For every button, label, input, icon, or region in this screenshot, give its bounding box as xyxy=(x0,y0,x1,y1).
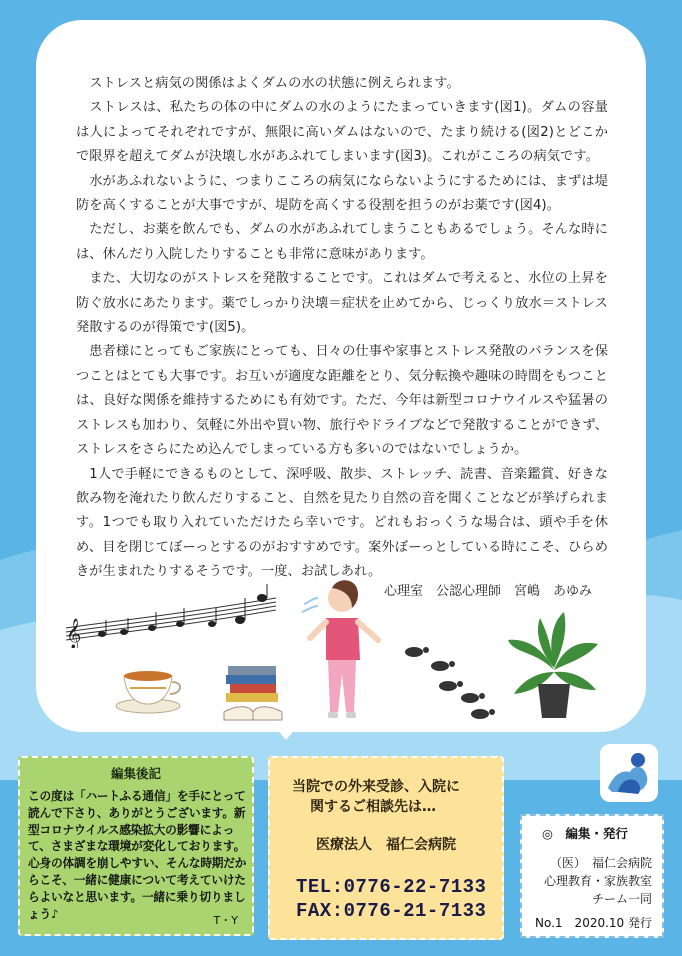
card-pointer xyxy=(276,728,296,740)
publisher-title: ◎ 編集・発行 xyxy=(542,826,628,841)
article-paragraph: 1人で手軽にできるものとして、深呼吸、散歩、ストレッチ、読書、音楽鑑賞、好きな飲み物を淹れたり飲んだりすること、自然を見たり自然の音を聞くことなどが挙げられます。1つでも取り入れていただけたら幸いです。どれもおっくうな場合は、頭や手を休め、目を閉じてぼーっとするのがおすすめです。案外ぼーっとしている時にこそ、ひらめきが生まれたりするそうです。一度、お試しあれ。 xyxy=(76,466,608,580)
woman-breathing-icon xyxy=(298,574,390,722)
footprints-icon xyxy=(400,640,500,720)
publisher-dept: 心理教育・家族教室 xyxy=(543,874,652,888)
svg-text:𝄞: 𝄞 xyxy=(66,619,82,648)
potted-plant-icon xyxy=(504,610,604,722)
author-credit: 心理室 公認心理師 宮嶋 あゆみ xyxy=(384,584,593,599)
hospital-logo-icon xyxy=(600,744,658,802)
article-paragraph: 水があふれないように、つまりこころの病気にならないようにするためには、まずは堤防を高くすることが大事ですが、堤防を高くする役割を担うのがお薬です(図4)。 xyxy=(76,173,608,214)
editor-note-title: 編集後記 xyxy=(110,766,161,781)
article-paragraph: ただし、お薬を飲んでも、ダムの水があふれてしまうこともあるでしょう。そんな時には、休んだり入院したりすることも非常に意味があります。 xyxy=(76,222,608,262)
article-paragraph: ストレスと病気の関係はよくダムの水の状態に例えられます。 xyxy=(89,76,460,91)
editor-note-box xyxy=(18,756,254,936)
issue-info: No.1 2020.10 発行 xyxy=(535,916,652,930)
contact-box xyxy=(268,756,504,940)
books-icon xyxy=(222,664,284,722)
contact-tel: TEL:0776-22-7133 xyxy=(296,876,487,898)
article-paragraph: ストレスは、私たちの体の中にダムの水のようにたまっていきます(図1)。ダムの容量は人によってそれぞれですが、無限に高いダムはないので、たまり続ける(図2)とどこかで限界を超えてダムが決壊し水があふれてしまいます(図3)。これがこころの病気です。 xyxy=(76,100,608,165)
hospital-name: 医療法人 福仁会病院 xyxy=(316,837,456,853)
teacup-icon xyxy=(112,662,184,714)
article-paragraph: また、大切なのがストレスを発散することです。これはダムで考えると、水位の上昇を防ぐ放水にあたります。薬でしっかり決壊＝症状を止めてから、じっくり放水＝ストレス発散するのが得策です(図5)。 xyxy=(76,271,608,336)
article-body xyxy=(76,72,608,585)
publisher-org: （医） 福仁会病院 xyxy=(549,856,652,870)
publisher-box xyxy=(520,814,664,938)
editor-signature: T・Y xyxy=(213,914,238,927)
contact-fax: FAX:0776-21-7133 xyxy=(296,900,487,922)
contact-intro-line1: 当院での外来受診、入院に xyxy=(292,779,460,795)
publisher-team: チーム一同 xyxy=(591,892,652,906)
contact-intro-line2: 関するご相談先は… xyxy=(310,799,436,815)
article-paragraph: 患者様にとってもご家族にとっても、日々の仕事や家事とストレス発散のバランスを保つことはとても大事です。お互いが適度な距離をとり、気分転換や趣味の時間をもつことは、良好な関係を維持するためにも有効です。ただ、今年は新型コロナウイルスや猛暑のストレスも加わり、気軽に外出や買い物、旅行やドライブなどで発散することができず、ストレスをさらにため込んでしまっている方も多いのではないでしょうか。 xyxy=(76,344,608,458)
music-notes-icon xyxy=(62,584,280,648)
editor-note-text: この度は「ハートふる通信」を手にとって読んで下さり、ありがとうございます。新型コロナウイルス感染拡大の影響によって、さまざまな環境が変化しております。心身の体調を崩しやすい、そんな時期だからこそ、一緒に健康について考えていけたらよいなと思います。一緒に乗り切りましょう♪ xyxy=(28,789,247,921)
